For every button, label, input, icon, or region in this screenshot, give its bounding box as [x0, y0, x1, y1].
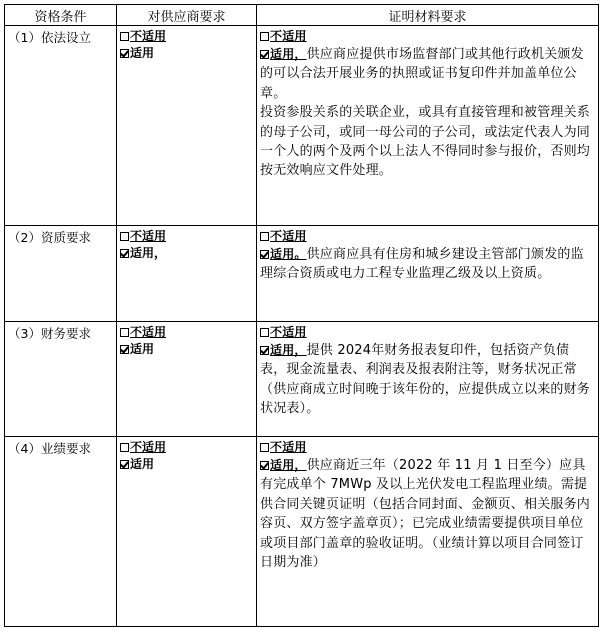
checkbox-empty-icon — [260, 443, 269, 452]
option-not-applicable[interactable]: 不适用 — [120, 28, 253, 45]
qualification-table — [4, 4, 599, 627]
option-not-applicable[interactable]: 不适用 — [120, 228, 253, 245]
table-row — [5, 226, 599, 322]
header-condition: 资格条件 — [5, 5, 117, 26]
option-applicable[interactable]: 适用 — [120, 45, 253, 62]
applicability-cell — [117, 437, 257, 627]
material-not-applicable[interactable]: 不适用 — [260, 228, 595, 245]
material-applicable[interactable]: 适用， — [260, 458, 307, 472]
option-not-applicable[interactable]: 不适用 — [120, 324, 253, 341]
checkbox-checked-icon — [260, 50, 269, 59]
header-materials: 证明材料要求 — [257, 5, 599, 26]
material-requirement: 适用，供应商应提供市场监督部门或其他行政机关颁发的可以合法开展业务的执照或证书复印件并加盖单位公章。 — [260, 47, 584, 101]
material-not-applicable[interactable]: 不适用 — [260, 439, 595, 456]
material-applicable[interactable]: 适用， — [260, 47, 307, 61]
condition-cell: （1）依法设立 — [5, 26, 117, 226]
materials-cell — [257, 26, 599, 226]
checkbox-checked-icon — [120, 345, 129, 354]
option-applicable[interactable]: 适用 — [120, 341, 253, 358]
applicability-cell — [117, 226, 257, 322]
checkbox-empty-icon — [260, 232, 269, 241]
checkbox-checked-icon — [260, 250, 269, 259]
material-applicable[interactable]: 适用， — [260, 343, 307, 357]
table-row — [5, 26, 599, 226]
condition-cell: （4）业绩要求 — [5, 437, 117, 627]
header-applicability: 对供应商要求 — [117, 5, 257, 26]
checkbox-checked-icon — [120, 460, 129, 469]
checkbox-checked-icon — [120, 49, 129, 58]
option-not-applicable[interactable]: 不适用 — [120, 439, 253, 456]
material-requirement-note: 投资参股关系的关联企业，或具有直接管理和被管理关系的母子公司，或同一母公司的子公司，或法定代表人为同一个人的两个及两个以上法人不得同时参与报价，否则均按无效响应文件处理。 — [260, 105, 591, 179]
table-row — [5, 322, 599, 437]
table-row — [5, 437, 599, 627]
applicability-cell — [117, 26, 257, 226]
checkbox-empty-icon — [120, 32, 129, 41]
checkbox-empty-icon — [260, 32, 269, 41]
checkbox-empty-icon — [120, 328, 129, 337]
applicability-cell — [117, 322, 257, 437]
material-requirement: 适用，供应商近三年（2022 年 11 月 1 日至今）应具有完成单个 7MWp 及以上光伏发电工程监理业绩。需提供合同关键页证明（包括合同封面、金额页、相关服务内容页、双方签字盖章页）；已完成业绩需要提供项目单位或项目部门盖章的验收证明。（业绩计算以项目合同签订日期为准） — [260, 458, 591, 571]
header-row — [5, 5, 599, 26]
material-not-applicable[interactable]: 不适用 — [260, 324, 595, 341]
material-requirement: 适用。供应商应具有住房和城乡建设主管部门颁发的监理综合资质或电力工程专业监理乙级及以上资质。 — [260, 247, 584, 282]
checkbox-checked-icon — [260, 461, 269, 470]
option-applicable[interactable]: 适用， — [120, 245, 253, 262]
checkbox-checked-icon — [120, 249, 129, 258]
material-applicable[interactable]: 适用。 — [260, 247, 307, 261]
material-requirement: 适用，提供 2024年财务报表复印件，包括资产负债表，现金流量表、利润表及报表附注等，财务状况正常（供应商成立时间晚于该年份的，应提供成立以来的财务状况表）。 — [260, 343, 591, 417]
materials-cell — [257, 322, 599, 437]
checkbox-empty-icon — [260, 328, 269, 337]
checkbox-checked-icon — [260, 346, 269, 355]
checkbox-empty-icon — [120, 443, 129, 452]
checkbox-empty-icon — [120, 232, 129, 241]
condition-cell: （3）财务要求 — [5, 322, 117, 437]
materials-cell — [257, 437, 599, 627]
condition-cell: （2）资质要求 — [5, 226, 117, 322]
option-applicable[interactable]: 适用 — [120, 456, 253, 473]
material-not-applicable[interactable]: 不适用 — [260, 28, 595, 45]
materials-cell — [257, 226, 599, 322]
